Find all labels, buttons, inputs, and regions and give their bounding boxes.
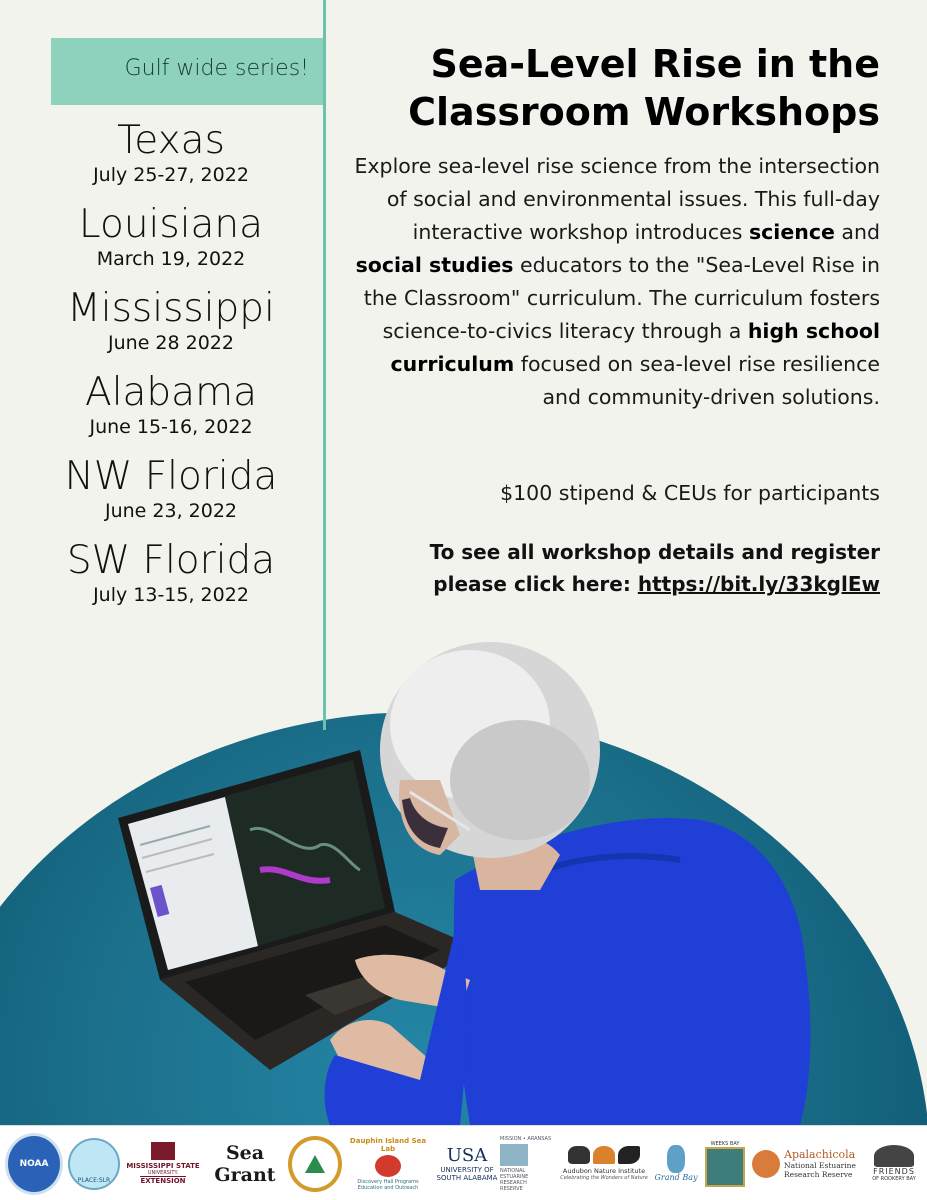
gulf-education-logo [288,1126,342,1200]
state-date: June 23, 2022 [104,500,238,522]
noaa-logo [5,1126,63,1200]
column-divider [323,0,326,730]
state-name: Mississippi [67,286,275,331]
friends-line-1: FRIENDS [873,1167,915,1176]
state-date: June 15-16, 2022 [89,416,253,438]
series-banner [51,38,323,105]
state-date: March 19, 2022 [96,248,246,270]
dauphin-line-1: Dauphin Island Sea Lab [349,1136,427,1153]
mission-line-1: MISSION • ARANSAS [500,1135,552,1142]
person-figure [325,642,811,1125]
state-name: Louisiana [78,202,264,247]
title-line-2: Classroom Workshops [408,90,880,134]
msu-line-1: MISSISSIPPI STATE [126,1162,200,1170]
dauphin-line-2: Discovery Hall Programs [357,1178,419,1185]
desc-bold-high-school: high school curriculum [390,319,880,376]
state-alabama [40,370,302,438]
dauphin-line-3: Education and Outreach [357,1184,419,1191]
register-text: To see all workshop details and register please click here: [429,540,880,596]
friends-of-rookery-bay-logo [862,1126,926,1200]
mission-aransas-logo [500,1126,558,1200]
state-list [40,118,302,622]
desc-text-2: and [841,220,880,244]
place-slr-logo [68,1126,120,1200]
usa-line-2: SOUTH ALABAMA [436,1174,498,1182]
desc-bold-science: science [748,220,835,244]
msu-line-3: EXTENSION [140,1177,186,1185]
desc-bold-social-studies: social studies [355,253,514,277]
fish-icon [375,1155,401,1177]
audubon-line-1: Audubon Nature Institute [562,1167,646,1175]
heron-icon [705,1147,745,1187]
usa-logo [434,1126,500,1200]
state-date: July 13-15, 2022 [93,584,249,606]
tree-icon [874,1145,914,1167]
msu-extension-logo [122,1126,204,1200]
sea-grant-text: Sea Grant [214,1141,276,1186]
mission-line-2: NATIONAL [500,1167,526,1174]
state-nw-florida [40,454,302,522]
audubon-line-2: Celebrating the Wonders of Nature [560,1175,648,1181]
usa-line-1: UNIVERSITY OF [440,1166,494,1174]
audubon-logo [558,1126,650,1200]
state-date: June 28 2022 [108,332,234,354]
triangle-emblem-icon [305,1155,325,1173]
weeks-bay-text: WEEKS BAY [710,1140,740,1147]
state-name: Texas [117,118,225,163]
place-slr-logo-text: PLACE:SLR [77,1176,111,1184]
mission-line-4: RESEARCH [500,1179,527,1186]
desc-text-1: Explore sea-level rise science from the intersection of social and environmental issues. This full-day interactive workshop introduces [354,154,880,244]
noaa-logo-text: NOAA [19,1158,49,1169]
desc-text-4: focused on sea-level rise resilience and community-driven solutions. [520,352,880,409]
grand-bay-logo [652,1126,700,1200]
apalachicola-logo [752,1126,862,1200]
apalach-line-2: National Estuarine [784,1161,856,1170]
state-name: NW Florida [64,454,278,499]
state-texas [40,118,302,186]
workshop-description [350,150,880,414]
state-name: Alabama [85,370,257,415]
apalach-line-1: Apalachicola [784,1148,856,1161]
msu-line-2: UNIVERSITY. [147,1170,179,1176]
mission-line-3: ESTUARINE [500,1173,529,1180]
friends-line-2: OF ROOKERY BAY [872,1176,916,1182]
reserve-emblem-icon [500,1144,528,1166]
sea-grant-logo [206,1126,284,1200]
register-link[interactable]: https://bit.ly/33kglEw [637,572,880,596]
animal-icons [568,1146,640,1164]
state-sw-florida [40,538,302,606]
workshop-photo [0,630,927,1125]
usa-mark: USA [446,1145,488,1166]
dauphin-island-sea-lab-logo [346,1126,430,1200]
msu-emblem-icon [151,1142,175,1160]
series-label: Gulf wide series! [124,56,309,81]
mission-line-5: RESERVE [500,1185,523,1192]
grand-bay-text: Grand Bay [654,1173,698,1182]
state-name: SW Florida [66,538,276,583]
partner-logo-bar [0,1125,927,1200]
title-line-1: Sea-Level Rise in the [430,42,880,86]
apalachicola-emblem-icon [752,1150,780,1178]
page-title [350,40,880,136]
stipend-text: $100 stipend & CEUs for participants [500,481,880,505]
desc-text-3: educators to the "Sea-Level Rise in the Classroom" curriculum. The curriculum fosters science-to-civics literacy through a [363,253,880,343]
state-louisiana [40,202,302,270]
weeks-bay-logo [702,1126,748,1200]
register-callout [350,536,880,600]
state-mississippi [40,286,302,354]
bird-icon [667,1145,685,1173]
state-date: July 25-27, 2022 [93,164,249,186]
apalach-line-3: Research Reserve [784,1170,853,1179]
